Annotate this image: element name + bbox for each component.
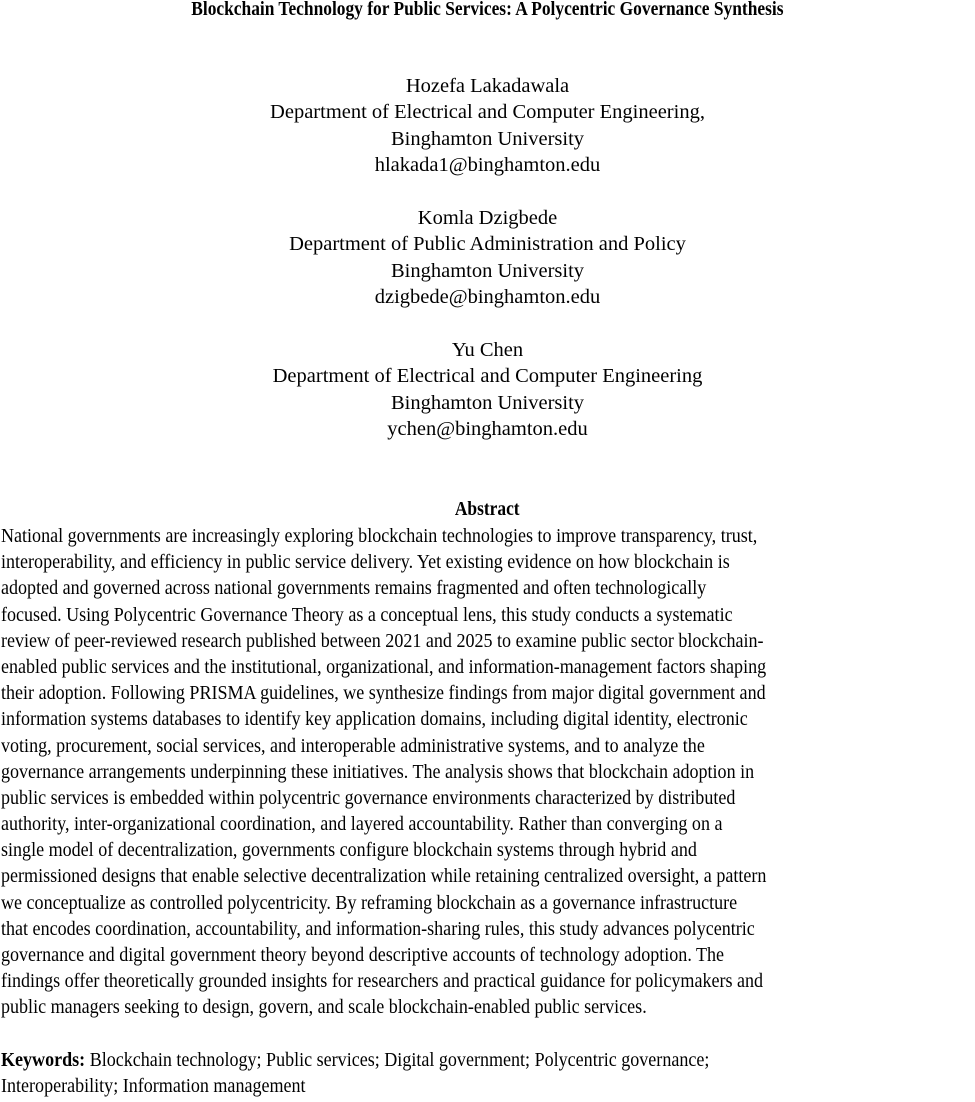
abstract-line: governance arrangements underpinning these initiatives. The analysis shows that blockchain adoption in bbox=[1, 760, 755, 783]
abstract-line: focused. Using Polycentric Governance Theory as a conceptual lens, this study conducts a systematic bbox=[1, 603, 733, 626]
author-email: hlakada1@binghamton.edu bbox=[374, 153, 601, 176]
keywords-line-1 bbox=[1, 1047, 969, 1073]
keywords-text: Blockchain technology; Public services; Digital government; Polycentric governance; bbox=[85, 1049, 710, 1071]
author-name: Hozefa Lakadawala bbox=[405, 75, 570, 97]
abstract-line: permissioned designs that enable selective decentralization while retaining centralized oversight, a pattern bbox=[1, 865, 767, 888]
author-block-1 bbox=[0, 73, 975, 178]
abstract-line: governance and digital government theory beyond descriptive accounts of technology adoption. The bbox=[1, 944, 725, 966]
abstract-line: voting, procurement, social services, and interoperable administrative systems, and to analyze the bbox=[1, 734, 705, 757]
author-affiliation: Binghamton University bbox=[390, 259, 585, 282]
author-affiliation: Binghamton University bbox=[390, 391, 585, 414]
author-department: Department of Electrical and Computer Engineering bbox=[272, 365, 703, 388]
abstract-line: public managers seeking to design, govern, and scale blockchain-enabled public services. bbox=[1, 996, 647, 1019]
abstract-line: public services is embedded within polycentric governance environments characterized by distributed bbox=[1, 786, 736, 809]
author-email: ychen@binghamton.edu bbox=[387, 417, 588, 440]
author-department: Department of Electrical and Computer Engineering, bbox=[270, 101, 705, 124]
abstract-line: interoperability, and efficiency in public service delivery. Yet existing evidence on how blockchain is bbox=[1, 551, 730, 574]
author-email: dzigbede@binghamton.edu bbox=[374, 285, 601, 308]
author-affiliation: Binghamton University bbox=[390, 127, 585, 150]
abstract-heading-text: Abstract bbox=[455, 498, 520, 520]
author-department: Department of Public Administration and Policy bbox=[289, 233, 686, 256]
author-block-3 bbox=[0, 337, 975, 442]
abstract-line: enabled public services and the institutional, organizational, and information-management factors shaping bbox=[1, 655, 767, 678]
abstract-line: we conceptualize as controlled polycentricity. By reframing blockchain as a governance infrastructure bbox=[1, 891, 738, 914]
abstract-line: authority, inter-organizational coordination, and layered accountability. Rather than converging on a bbox=[1, 813, 723, 836]
keywords-section bbox=[1, 1047, 975, 1099]
abstract-line: information systems databases to identify key application domains, including digital identity, electronic bbox=[1, 708, 748, 731]
paper-title-text: Blockchain Technology for Public Services: A Polycentric Governance Synthesis bbox=[191, 0, 784, 20]
author-name: Yu Chen bbox=[451, 339, 524, 361]
abstract-line: National governments are increasingly exploring blockchain technologies to improve transparency, trust, bbox=[1, 525, 758, 547]
abstract-line: review of peer-reviewed research published between 2021 and 2025 to examine public sector blockchain- bbox=[1, 629, 764, 652]
abstract-body bbox=[1, 523, 975, 1021]
author-block-2 bbox=[0, 205, 975, 310]
abstract-line: single model of decentralization, governments configure blockchain systems through hybrid and bbox=[1, 839, 697, 862]
paper-title bbox=[0, 0, 975, 21]
keywords-label: Keywords: bbox=[1, 1049, 86, 1071]
abstract-line: that encodes coordination, accountability, and information-sharing rules, this study advances polycentric bbox=[1, 917, 755, 940]
abstract-line: their adoption. Following PRISMA guidelines, we synthesize findings from major digital government and bbox=[1, 682, 766, 705]
abstract-line: adopted and governed across national governments remains fragmented and often technologically bbox=[1, 577, 707, 600]
abstract-heading bbox=[0, 497, 975, 521]
author-name: Komla Dzigbede bbox=[417, 207, 558, 229]
abstract-line: findings offer theoretically grounded insights for researchers and practical guidance for policymakers and bbox=[1, 970, 764, 993]
keywords-line-2: Interoperability; Information management bbox=[1, 1075, 306, 1098]
